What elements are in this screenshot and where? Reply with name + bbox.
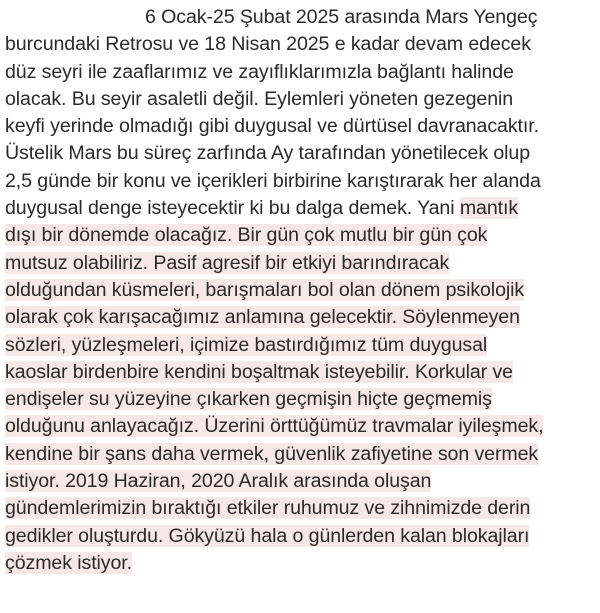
text-line [5,195,597,222]
text-line [5,441,597,468]
line-text: 6 Ocak-25 Şubat 2025 arasında Mars Yengeç [145,6,538,28]
paragraph [5,4,597,577]
line-text: Üstelik Mars bu süreç zarfında Ay tarafından yönetilecek olup [5,142,531,165]
highlighted-text[interactable]: kaoslar birdenbire kendini boşaltmak isteyebilir. Korkular ve [5,360,513,383]
line-text: keyfi yerinde olmadığı gibi duygusal ve dürtüsel davranacaktır. [5,115,539,138]
text-line [5,4,597,31]
line-text: duygusal denge isteyecektir ki bu dalga demek. Yani [5,197,460,220]
text-line [5,140,597,167]
highlighted-text[interactable]: olduğundan küsmeleri, barışmaları bol olan dönem psikolojik [5,278,525,301]
line-text: düz seyri ile zaaflarımız ve zayıflıklarımızla bağlantı halinde [5,60,514,83]
text-line [5,222,597,249]
highlighted-text[interactable]: mutsuz olabiliriz. Pasif agresif bir etkiyi barındıracak [5,251,450,274]
highlighted-text[interactable]: dışı bir dönemde olacağız. Bir gün çok mutlu bir gün çok [5,224,488,247]
text-line [5,332,597,359]
highlighted-text[interactable]: mantık [459,197,519,220]
text-line [5,113,597,140]
highlighted-text[interactable]: kendine bir şans daha vermek, güvenlik zafiyetine son vermek [5,442,539,465]
highlighted-text[interactable]: endişeler su yüzeyine çıkarken geçmişin hiçte geçmemiş [5,388,492,411]
line-text: olacak. Bu seyir asaletli değil. Eylemleri yöneten gezegenin [5,87,514,110]
text-line [5,550,597,577]
highlighted-text[interactable]: olarak çok karışacağımız anlamına gelecektir. Söylenmeyen [5,306,520,329]
text-line [5,31,597,58]
text-line [5,523,597,550]
highlighted-text[interactable]: gündemlerimizin bıraktığı etkiler ruhumuz ve zihnimizde derin [5,497,531,520]
line-text: 2,5 günde bir konu ve içerikleri birbirine karıştırarak her alanda [5,169,541,192]
highlighted-text[interactable]: sözleri, yüzleşmeleri, içimize bastırdığımız tüm duygusal [5,333,488,356]
text-line [5,250,597,277]
line-text: burcundaki Retrosu ve 18 Nisan 2025 e kadar devam edecek [5,33,531,56]
highlighted-text[interactable]: olduğunu anlayacağız. Üzerini örttüğümüz travmalar iyileşmek, [5,415,544,438]
text-line [5,359,597,386]
text-line [5,413,597,440]
text-line [5,386,597,413]
text-line [5,86,597,113]
text-line [5,59,597,86]
text-line [5,468,597,495]
text-line [5,168,597,195]
text-line [5,304,597,331]
text-line [5,277,597,304]
highlighted-text[interactable]: çözmek istiyor. [5,551,132,574]
highlighted-text[interactable]: gedikler oluşturdu. Gökyüzü hala o günlerden kalan blokajları [5,524,530,547]
text-line [5,495,597,522]
highlighted-text[interactable]: istiyor. 2019 Haziran, 2020 Aralık arasında oluşan [5,470,432,493]
